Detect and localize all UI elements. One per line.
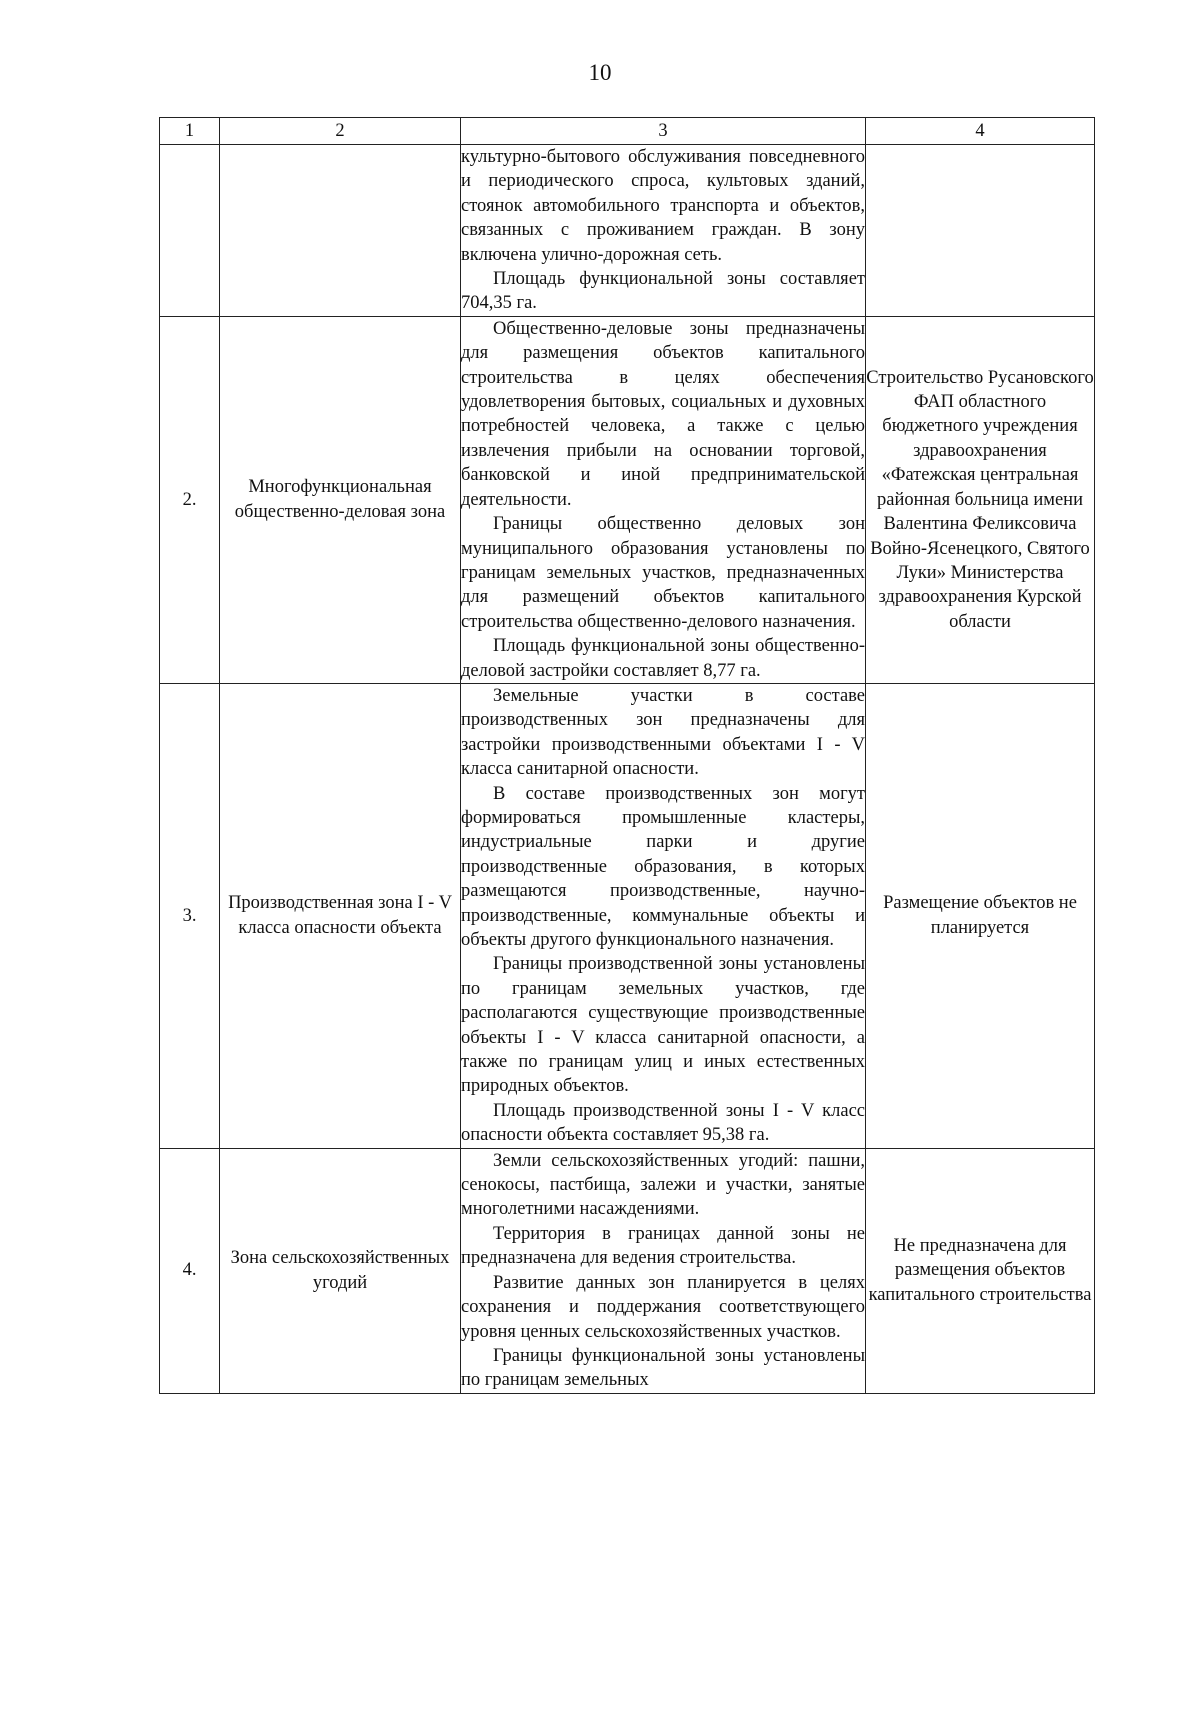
description-paragraph: Площадь функциональной зоны общественно-деловой застройки составляет 8,77 га. [461,636,865,681]
description-paragraph: В составе производственных зон могут формироваться промышленные кластеры, индустриальные парки и другие производственные образования, в которых размещаются производственные, научно-производственные, коммунальные объекты и объекты другого функционального назначения. [461,783,865,950]
description-paragraph: Площадь производственной зоны I - V класс опасности объекта составляет 95,38 га. [461,1100,865,1146]
zone-description [461,145,866,317]
row-number [160,145,220,317]
description-paragraph: Земельные участки в составе производственных зон предназначены для застройки производственными объектами I - V класса санитарной опасности. [461,685,865,780]
description-paragraph: Площадь функциональной зоны составляет 704,35 га. [461,269,865,314]
column-header-3: 3 [461,118,866,145]
page-number: 10 [588,60,612,85]
column-header-1: 1 [160,118,220,145]
table-header-row [160,118,1095,145]
zone-description [461,1148,866,1393]
zone-planned-objects: Строительство Русановского ФАП областного бюджетного учреждения здравоохранения «Фатежская центральная районная больница имени Валентина Феликсовича Войно-Ясенецкого, Святого Луки» Министерства здравоохранения Курской области [866,316,1095,683]
zone-name [220,145,461,317]
table-row-zone-3 [160,683,1095,1148]
description-paragraph: Развитие данных зон планируется в целях сохранения и поддержания соответствующего уровня ценных сельскохозяйственных участков. [461,1272,865,1342]
zone-planned-objects: Размещение объектов не планируется [866,683,1095,1148]
zone-description [461,683,866,1148]
zone-planned-objects: Не предназначена для размещения объектов капитального строительства [866,1148,1095,1393]
zone-name: Производственная зона I - V класса опасности объекта [220,683,461,1148]
description-paragraph: Территория в границах данной зоны не предназначена для ведения строительства. [461,1223,865,1269]
description-paragraph: Общественно-деловые зоны предназначены для размещения объектов капитального строительства в целях обеспечения удовлетворения бытовых, социальных и духовных потребностей человека, а также с целью извлечения прибыли на основании торговой, банковской и иной предпринимательской деятельности. [461,318,865,510]
description-paragraph: Земли сельскохозяйственных угодий: пашни, сенокосы, пастбища, залежи и участки, занятые многолетними насаждениями. [461,1150,865,1220]
column-header-4: 4 [866,118,1095,145]
row-number: 4. [160,1148,220,1393]
description-paragraph: Границы функциональной зоны установлены по границам земельных [461,1345,865,1391]
table-row-zone-4 [160,1148,1095,1393]
description-paragraph: Границы общественно деловых зон муниципального образования установлены по границам земельных участков, предназначенных для размещений объектов капитального строительства общественно-делового назначения. [461,514,865,632]
table-row-continuation [160,145,1095,317]
table-row-zone-2 [160,316,1095,683]
row-number: 2. [160,316,220,683]
description-paragraph: Границы производственной зоны установлены по границам земельных участков, где располагаются существующие производственные объекты I - V класса санитарной опасности, а также по границам улиц и иных естественных природных объектов. [461,954,865,1097]
description-paragraph: культурно-бытового обслуживания повседневного и периодического спроса, культовых зданий, стоянок автомобильного транспорта и объектов, связанных с проживанием граждан. В зону включена улично-дорожная сеть. [461,147,865,265]
column-header-2: 2 [220,118,461,145]
zone-planned-objects [866,145,1095,317]
row-number: 3. [160,683,220,1148]
functional-zones-table [159,117,1095,1394]
zone-description [461,316,866,683]
zone-name: Многофункциональная общественно-деловая зона [220,316,461,683]
zone-name: Зона сельскохозяйственных угодий [220,1148,461,1393]
